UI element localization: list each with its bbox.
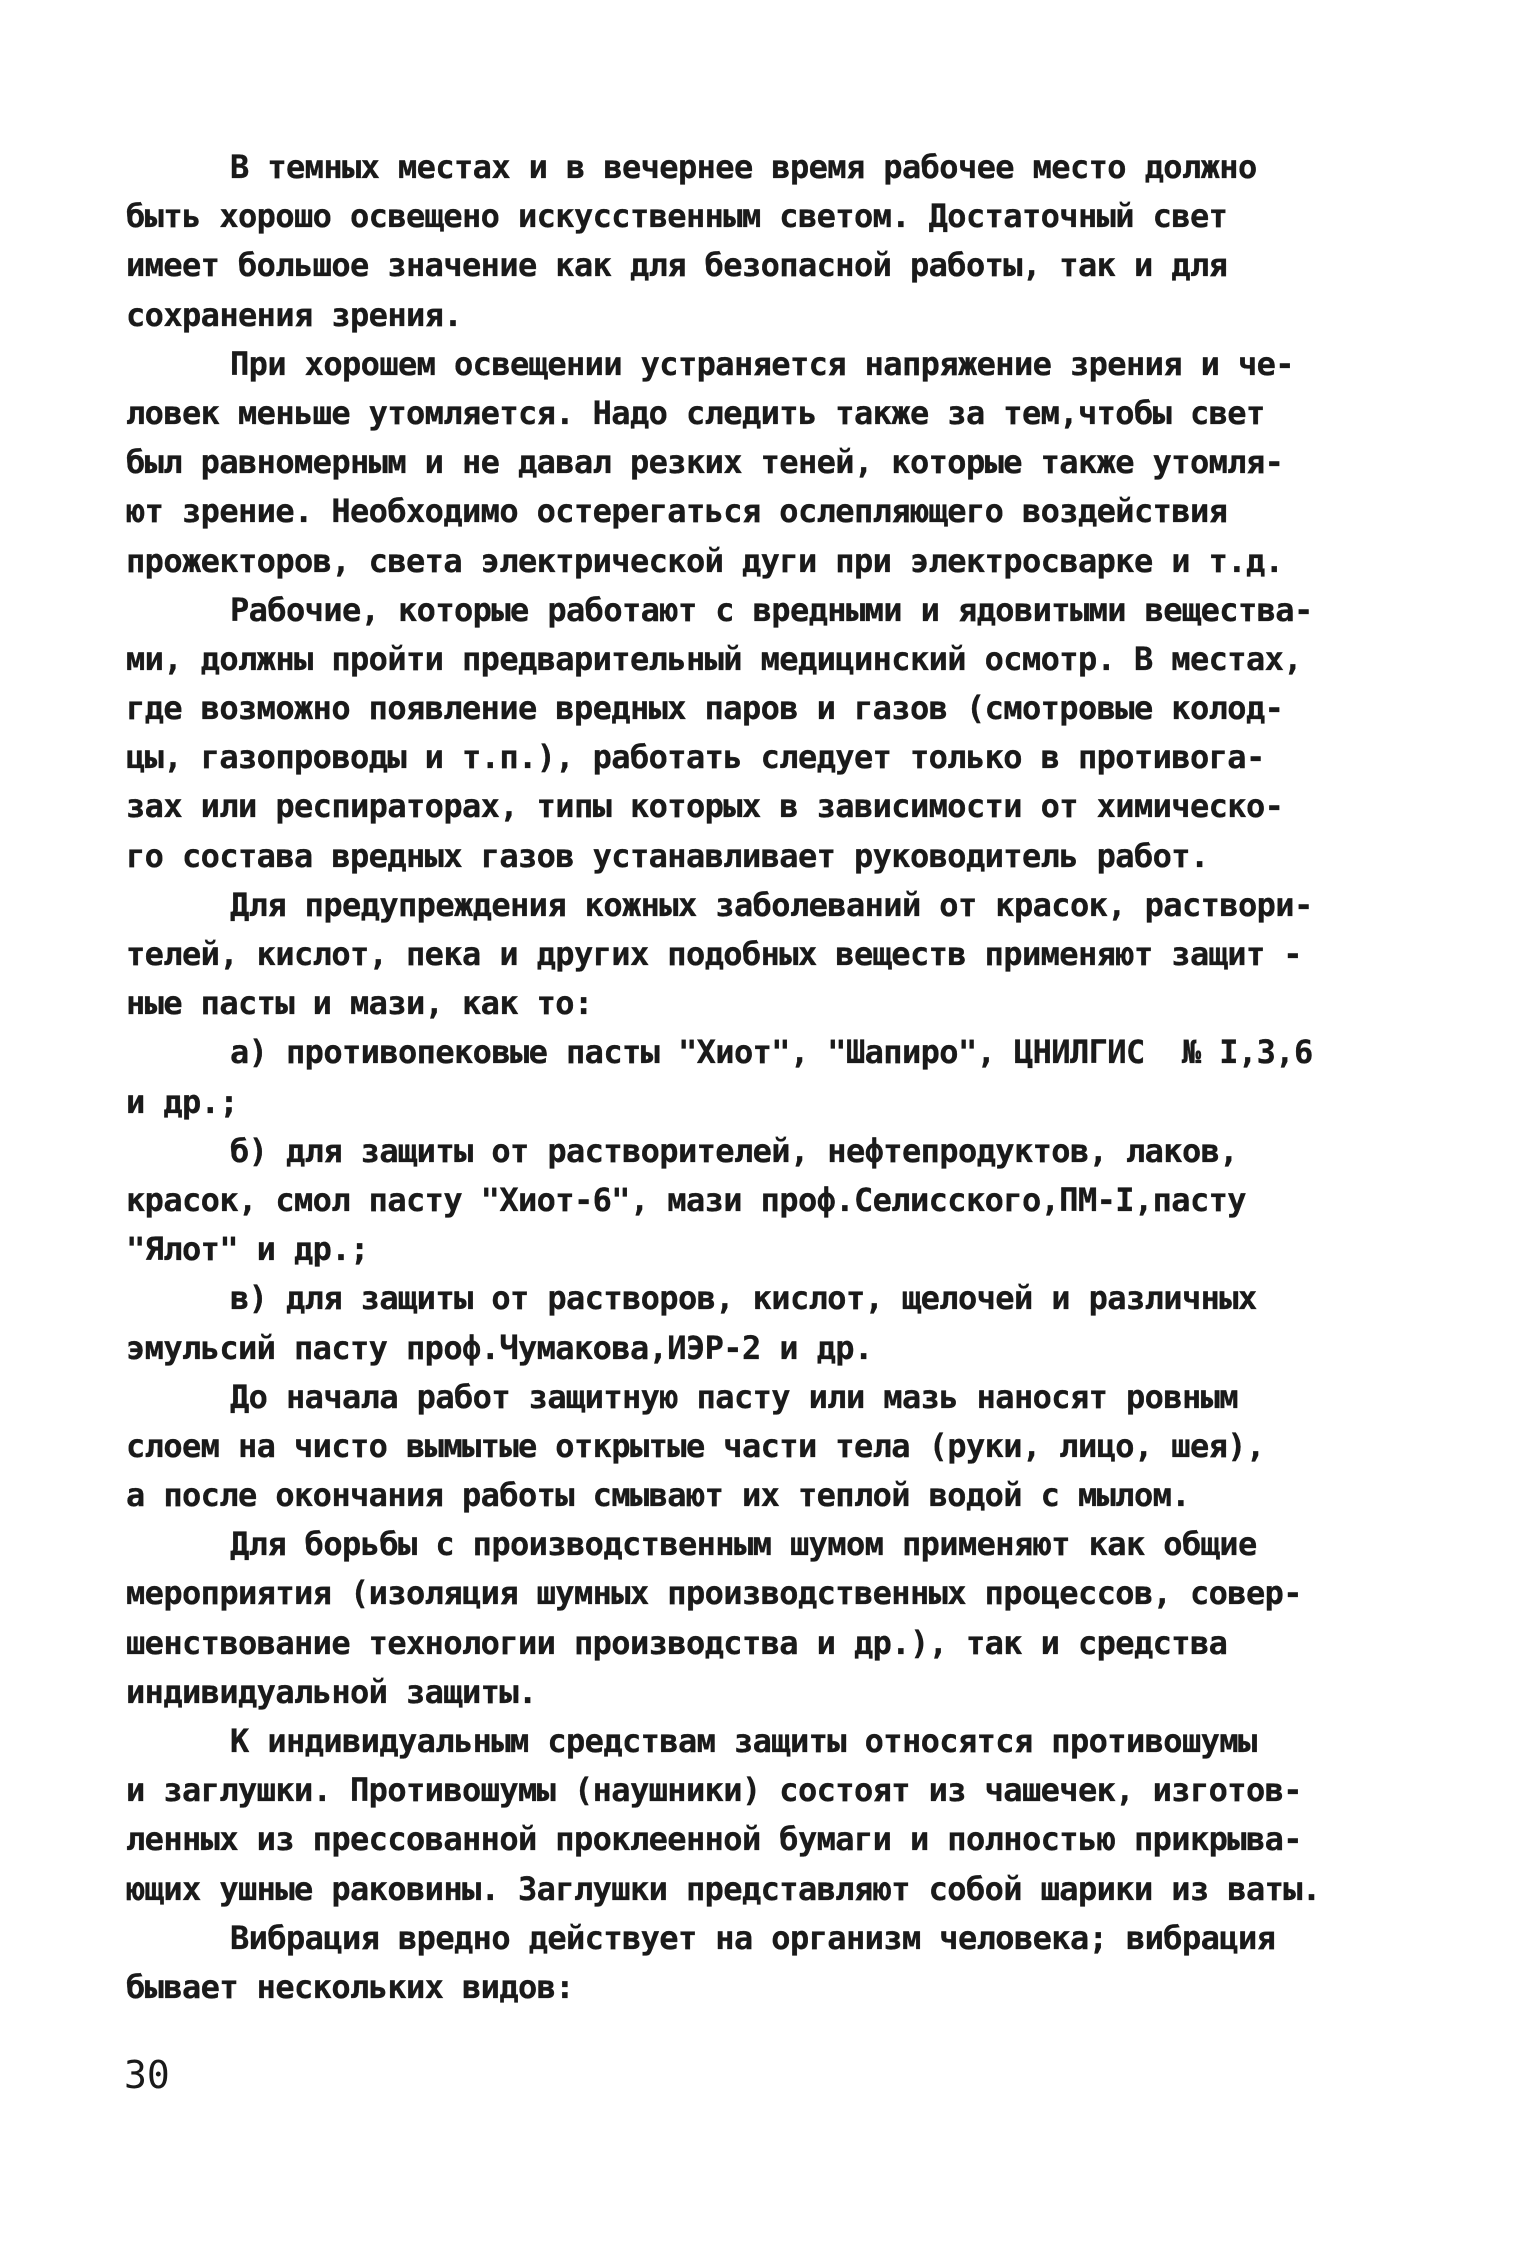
text-line: а после окончания работы смывают их теплой водой с мылом. <box>126 1476 1190 1515</box>
text-line: зах или респираторах, типы которых в зависимости от химическо- <box>126 787 1284 826</box>
text-line: К индивидуальным средствам защиты относятся противошумы <box>230 1722 1257 1760</box>
text-line: Для борьбы с производственным шумом применяют как общие <box>230 1525 1257 1564</box>
text-line: а) противопековые пасты "Хиот", "Шапиро", ЦНИЛГИС № I,3,6 <box>230 1033 1313 1072</box>
text-line: ленных из прессованной проклеенной бумаги и полностью прикрыва- <box>126 1820 1302 1859</box>
text-line: ют зрение. Необходимо остерегаться ослепляющего воздействия <box>126 492 1228 531</box>
text-line: б) для защиты от растворителей, нефтепродуктов, лаков, <box>230 1131 1238 1170</box>
body-text <box>126 143 1416 2012</box>
text-line: был равномерным и не давал резких теней, которые также утомля- <box>126 443 1284 482</box>
text-line: Вибрация вредно действует на организм человека; вибрация <box>230 1918 1276 1957</box>
text-line: эмульсий пасту проф.Чумакова,ИЭР-2 и др. <box>126 1328 873 1367</box>
text-line: бывает нескольких видов: <box>126 1967 574 2006</box>
text-line: го состава вредных газов устанавливает руководитель работ. <box>126 836 1209 875</box>
text-line: ми, должны пройти предварительный медицинский осмотр. В местах, <box>126 639 1302 678</box>
text-line: и др.; <box>126 1082 238 1121</box>
text-line: и заглушки. Противошумы (наушники) состоят из чашечек, изготов- <box>126 1771 1302 1810</box>
text-line: в) для защиты от растворов, кислот, щелочей и различных <box>230 1279 1257 1318</box>
text-line: телей, кислот, пека и других подобных веществ применяют защит - <box>126 935 1302 973</box>
text-line: цы, газопроводы и т.п.), работать следует только в противога- <box>126 738 1265 777</box>
text-line: В темных местах и в вечернее время рабочее место должно <box>230 148 1257 186</box>
text-line: При хорошем освещении устраняется напряжение зрения и че- <box>230 344 1294 383</box>
text-line: прожекторов, света электрической дуги при электросварке и т.д. <box>126 541 1284 580</box>
text-line: ющих ушные раковины. Заглушки представляют собой шарики из ваты. <box>126 1869 1321 1908</box>
text-line: индивидуальной защиты. <box>126 1672 537 1711</box>
text-line: До начала работ защитную пасту или мазь наносят ровным <box>230 1377 1238 1416</box>
text-line: имеет большое значение как для безопасной работы, так и для <box>126 246 1228 285</box>
text-line: где возможно появление вредных паров и газов (смотровые колод- <box>126 689 1284 728</box>
text-line: сохранения зрения. <box>126 295 462 334</box>
text-line: мероприятия (изоляция шумных производственных процессов, совер- <box>126 1574 1302 1613</box>
text-line: "Ялот" и др.; <box>126 1230 369 1269</box>
text-line: шенствование технологии производства и др.), так и средства <box>126 1623 1228 1662</box>
text-line: ловек меньше утомляется. Надо следить также за тем,чтобы свет <box>126 393 1265 432</box>
text-line: красок, смол пасту "Хиот-6", мази проф.Селисского,ПМ-I,пасту <box>126 1180 1246 1219</box>
text-line: Для предупреждения кожных заболеваний от красок, раствори- <box>230 885 1313 924</box>
text-line: ные пасты и мази, как то: <box>126 984 593 1023</box>
text-line: быть хорошо освещено искусственным светом. Достаточный свет <box>126 197 1228 236</box>
text-line: слоем на чисто вымытые открытые части тела (руки, лицо, шея), <box>126 1426 1265 1465</box>
page-number: 30 <box>124 2053 170 2097</box>
text-line: Рабочие, которые работают с вредными и ядовитыми вещества- <box>230 590 1313 629</box>
